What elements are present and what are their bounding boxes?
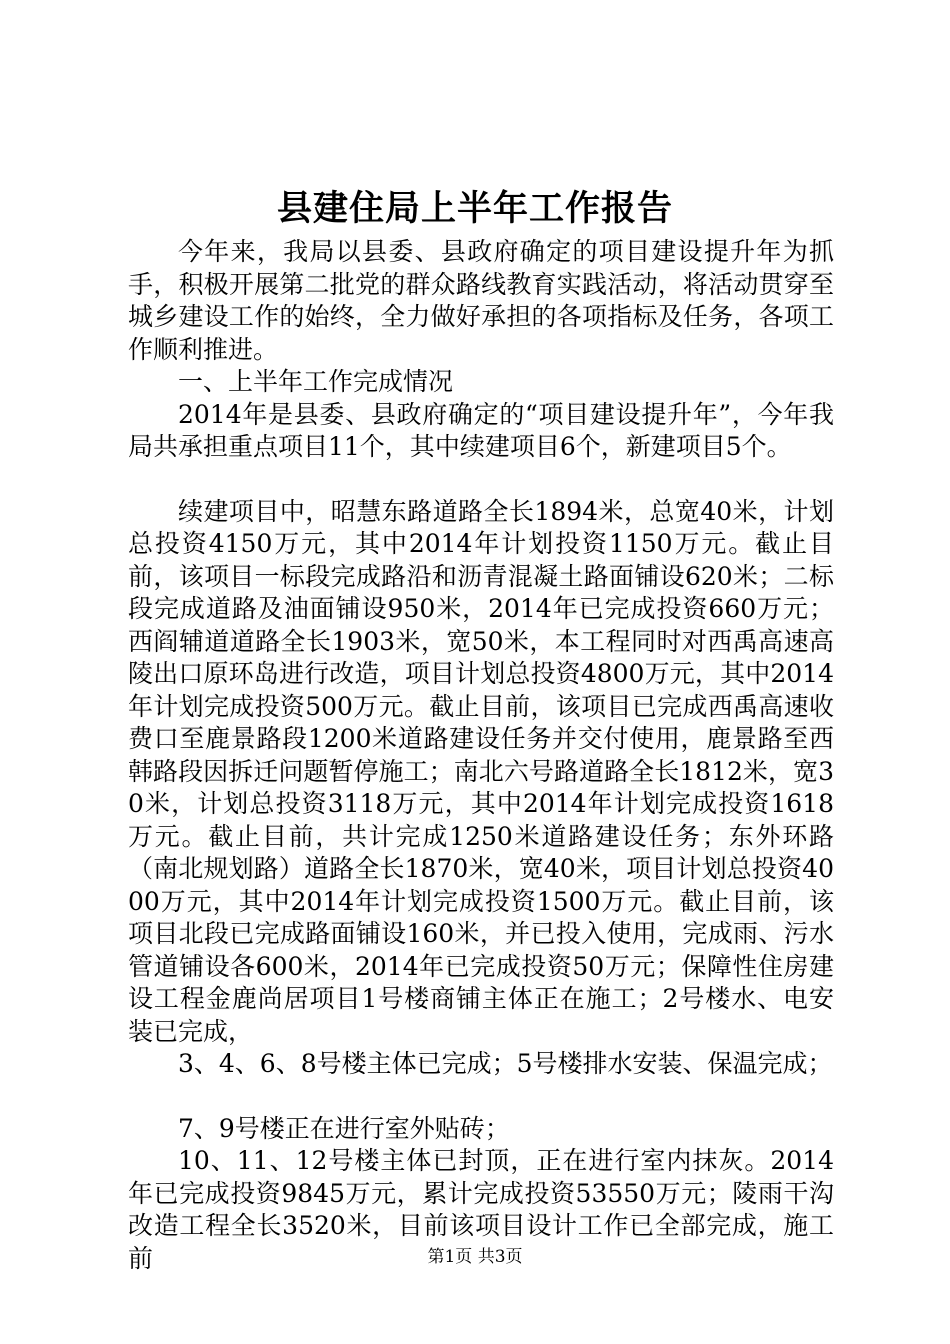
- document-body: [128, 236, 834, 1275]
- paragraph-intro: 今年来，我局以县委、县政府确定的项目建设提升年为抓手，积极开展第二批党的群众路线教育实践活动，将活动贯穿至城乡建设工作的始终，全力做好承担的各项指标及任务，各项工作顺利推进。: [128, 237, 834, 364]
- paragraph-buildings-3-8: 3、4、6、8号楼主体已完成；5号楼排水安装、保温完成；: [178, 1049, 833, 1078]
- page-number: 第1页 共3页: [427, 1247, 523, 1267]
- paragraph-buildings-10-12: 10、11、12号楼主体已封顶，正在进行室内抹灰。2014年已完成投资9845万元，累计完成投资53550万元；陵雨干沟改造工程全长3520米，目前该项目设计工作已全部完成，施工前: [128, 1146, 834, 1273]
- paragraph-buildings-7-9: 7、9号楼正在进行室外贴砖；: [178, 1113, 510, 1143]
- section-heading: 一、上半年工作完成情况: [178, 367, 454, 396]
- page-title: 县建住局上半年工作报告: [276, 188, 673, 229]
- paragraph-continuing-projects: 续建项目中，昭慧东路道路全长1894米，总宽40米，计划总投资4150万元，其中2014年计划投资1150万元。截止目前，该项目一标段完成路沿和沥青混凝土路面铺设620米；二标段完成道路及油面铺设950米，2014年已完成投资660万元；西阎辅道道路全长1903米，宽50米，本工程同时对西禹高速高陵出口原环岛进行改造，项目计划总投资4800万元，其中2014年计划完成投资500万元。截止目前，该项目已完成西禹高速收费口至鹿景路段1200米道路建设任务并交付使用，鹿景路至西韩路段因拆迁问题暂停施工；南北六号路道路全长1812米，宽30米，计划总投资3118万元，其中2014年计划完成投资1618万元。截止目前，共计完成1250米道路建设任务；东外环路（南北规划路）道路全长1870米，宽40米，项目计划总投资4000万元，其中2014年计划完成投资1500万元。截止目前，该项目北段已完成路面铺设160米，并已投入使用，完成雨、污水管道铺设各600米，2014年已完成投资50万元；保障性住房建设工程金鹿尚居项目1号楼商铺主体正在施工；2号楼水、电安装已完成，: [128, 496, 834, 1046]
- paragraph-summary: 2014年是县委、县政府确定的“项目建设提升年”，今年我局共承担重点项目11个，其中续建项目6个，新建项目5个。: [128, 399, 834, 461]
